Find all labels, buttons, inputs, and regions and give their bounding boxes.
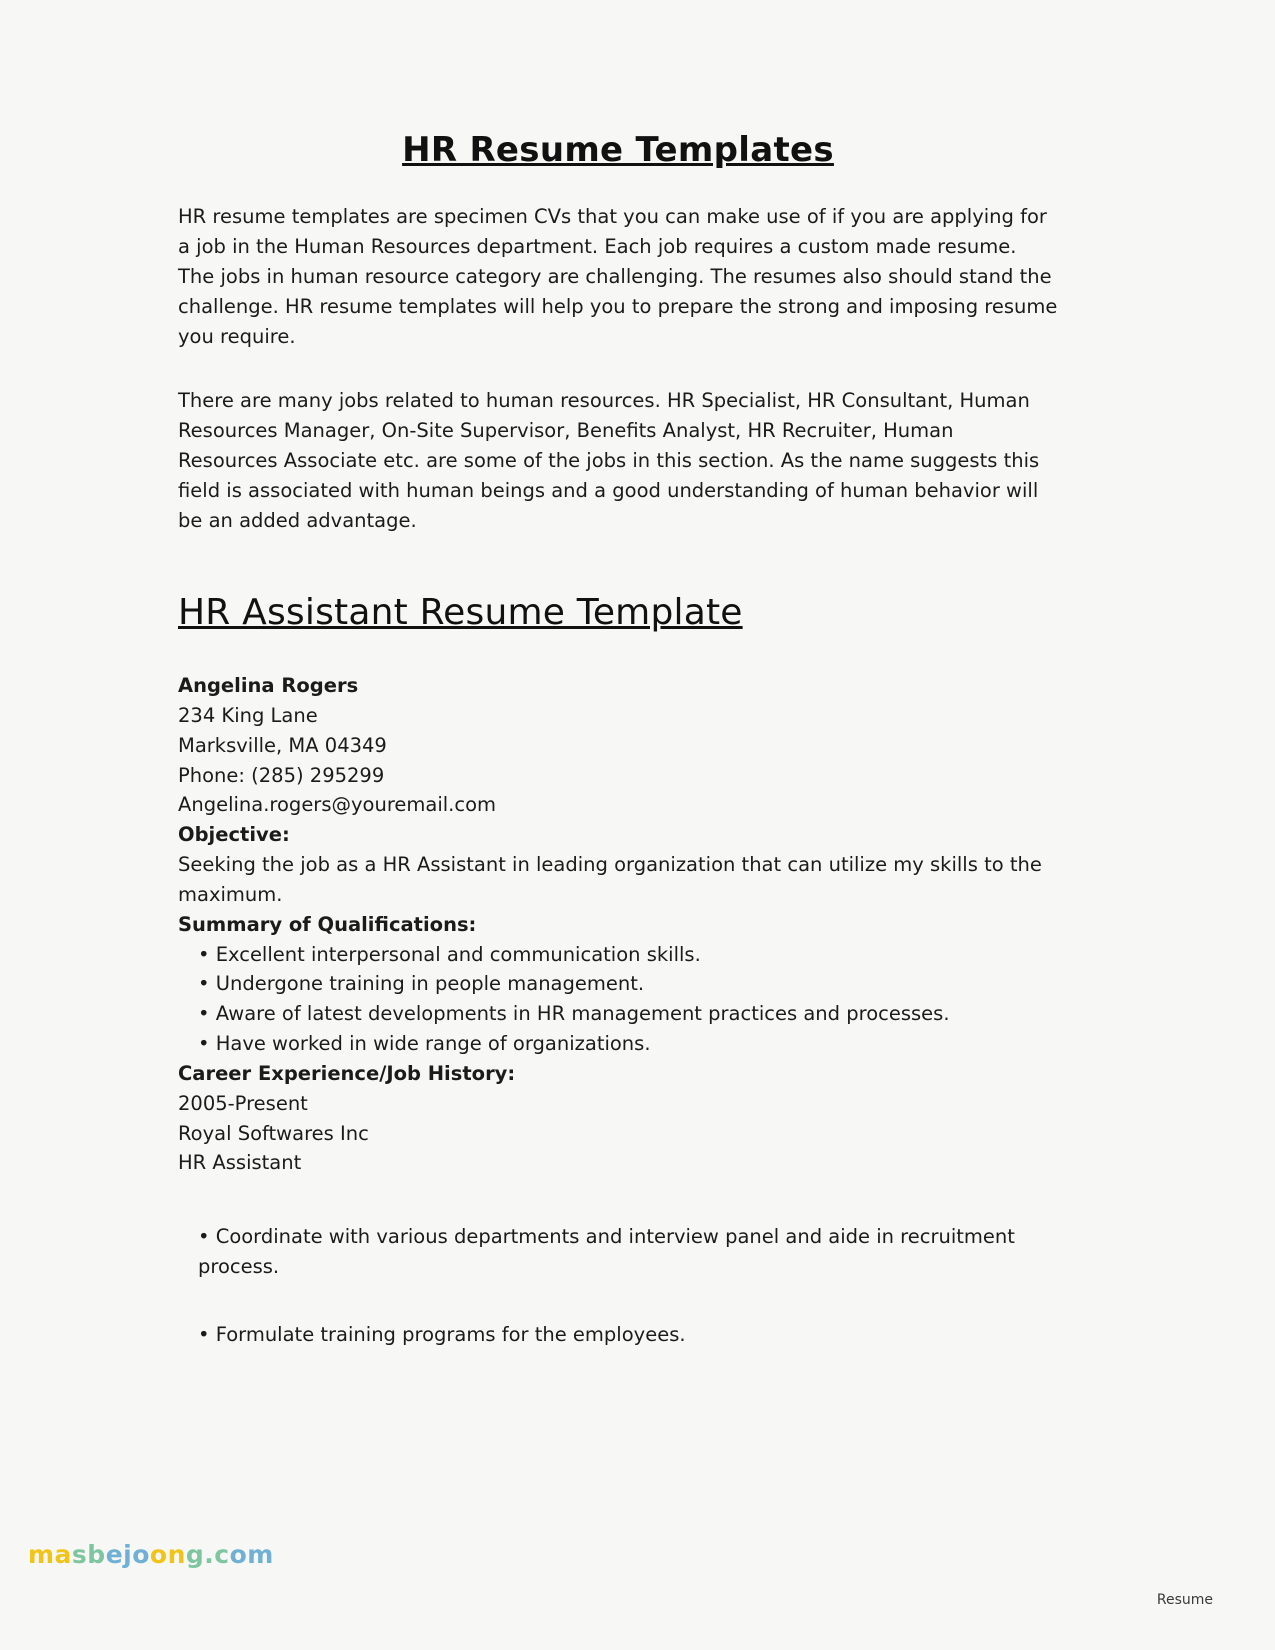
- qualification-item: • Undergone training in people management.: [198, 972, 645, 996]
- experience-company: Royal Softwares Inc: [178, 1121, 369, 1145]
- qualifications-label: Summary of Qualifications:: [178, 912, 477, 936]
- watermark-part: sb: [71, 1540, 106, 1569]
- resume-address: 234 King Lane: [178, 703, 318, 727]
- watermark-part: om: [229, 1540, 274, 1569]
- watermark-part: ejo: [105, 1540, 150, 1569]
- watermark-part: ma: [28, 1540, 72, 1569]
- section-title: HR Assistant Resume Template: [178, 592, 743, 634]
- resume-email: Angelina.rogers@youremail.com: [178, 793, 497, 817]
- experience-label: Career Experience/Job History:: [178, 1061, 516, 1085]
- site-watermark: [28, 1540, 274, 1569]
- watermark-part: g.c: [185, 1540, 230, 1569]
- duty-item: • Coordinate with various departments and interview panel and aide in recruitment process.: [198, 1225, 1015, 1279]
- objective-text: Seeking the job as a HR Assistant in leading organization that can utilize my skills to the maximum.: [178, 853, 1042, 906]
- resume-city-state-zip: Marksville, MA 04349: [178, 733, 387, 757]
- intro-paragraph-1: HR resume templates are specimen CVs that you can make use of if you are applying for a job in the Human Resources department. Each job requires a custom made resume. The jobs in human resource category are challenging. The resumes also should stand the challenge. HR resume templates will help you to prepare the strong and imposing resume you require.: [178, 205, 1058, 349]
- spacer: [178, 1178, 1058, 1222]
- intro-paragraph-2: There are many jobs related to human resources. HR Specialist, HR Consultant, Human Resources Manager, On-Site Supervisor, Benefits Analyst, HR Recruiter, Human Resources Associate etc. are some of the jobs in this section. As the name suggests this field is associated with human beings and a good understanding of human behavior will be an added advantage.: [178, 389, 1040, 533]
- objective-label: Objective:: [178, 823, 290, 847]
- qualification-item: • Have worked in wide range of organizations.: [198, 1032, 651, 1056]
- qualification-item: • Excellent interpersonal and communication skills.: [198, 942, 701, 966]
- resume-candidate-name: Angelina Rogers: [178, 674, 359, 698]
- page-title: HR Resume Templates: [402, 130, 834, 170]
- qualification-item: • Aware of latest developments in HR management practices and processes.: [198, 1002, 950, 1026]
- spacer: [178, 1282, 1058, 1320]
- experience-role: HR Assistant: [178, 1151, 302, 1175]
- document-content: [178, 130, 1058, 1350]
- experience-years: 2005-Present: [178, 1091, 308, 1115]
- footer-label: Resume: [1156, 1592, 1213, 1608]
- duty-item: • Formulate training programs for the employees.: [198, 1322, 686, 1346]
- watermark-part: on: [149, 1540, 186, 1569]
- resume-phone: Phone: (285) 295299: [178, 763, 385, 787]
